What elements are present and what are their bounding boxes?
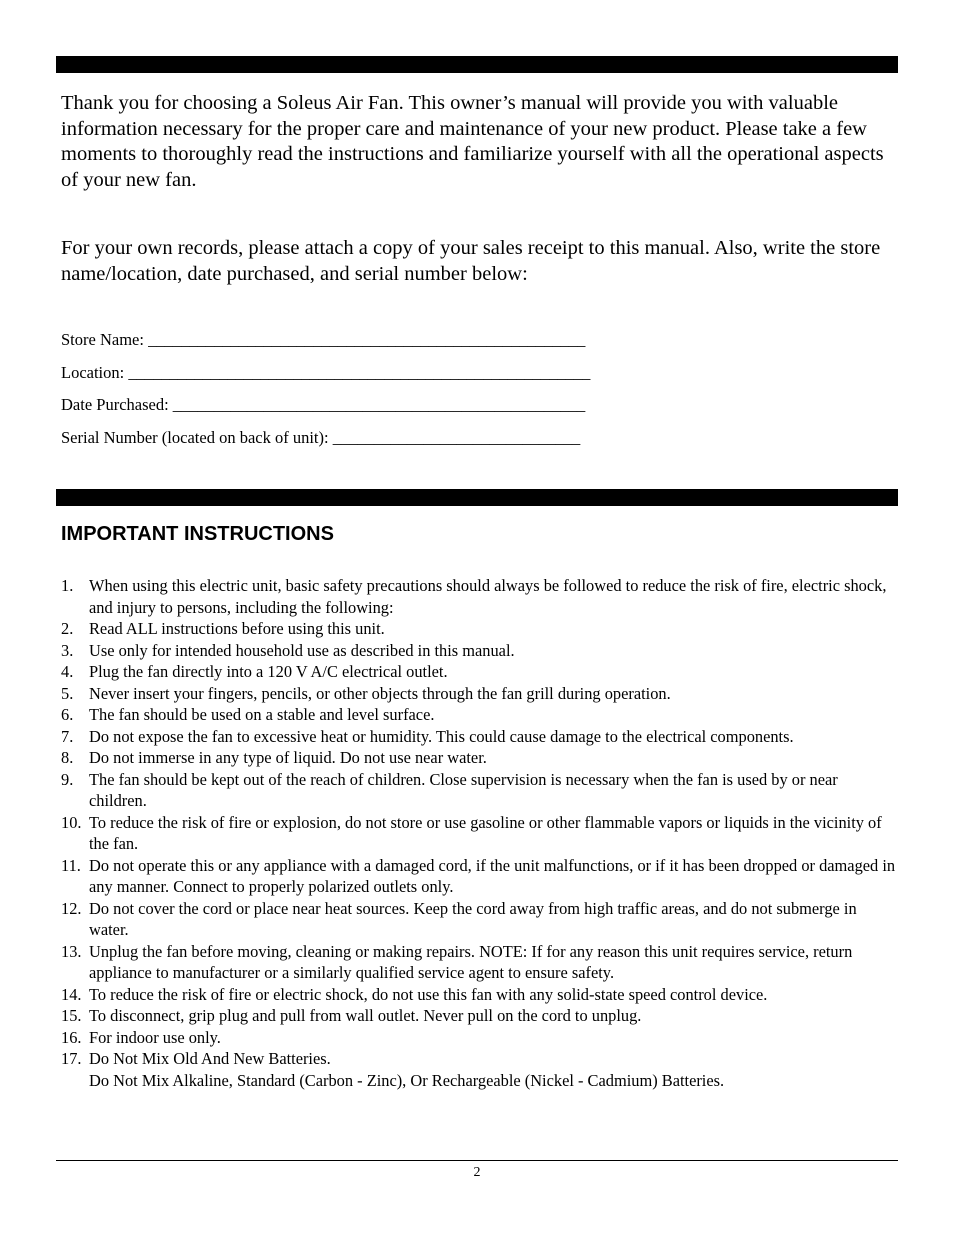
instruction-text: When using this electric unit, basic safety precautions should always be followed to reduce the risk of fire, electric shock, and injury to persons, including the following:	[89, 576, 887, 617]
intro-paragraph: Thank you for choosing a Soleus Air Fan. This owner’s manual will provide you with valuable information necessary for the proper care and maintenance of your new product. Please take a few moments to thoroughly read the instructions and familiarize yourself with all the operational aspects of your new fan.	[61, 92, 884, 191]
record-fields	[61, 330, 681, 460]
field-label: Serial Number (located on back of unit):	[61, 427, 333, 447]
instruction-item	[61, 683, 897, 705]
location-field	[61, 363, 681, 396]
field-blank: _____________________________________________________	[148, 330, 586, 349]
instruction-item	[61, 855, 897, 898]
field-blank: ________________________________________________________	[128, 362, 591, 382]
instruction-number: 11.	[61, 855, 81, 875]
instruction-text: Plug the fan directly into a 120 V A/C electrical outlet.	[89, 662, 448, 681]
instruction-item	[61, 941, 897, 984]
instruction-number: 4.	[61, 662, 74, 681]
instruction-item	[61, 1048, 897, 1091]
field-blank: ______________________________	[332, 427, 581, 447]
instructions-heading: IMPORTANT INSTRUCTIONS	[61, 523, 334, 545]
instruction-number: 14.	[61, 984, 82, 1004]
store-name-field	[61, 330, 681, 363]
instruction-number: 6.	[61, 705, 74, 724]
instruction-text: Do not operate this or any appliance with a damaged cord, if the unit malfunctions, or if it has been dropped or damaged in any manner. Connect to properly polarized outlets only.	[89, 855, 896, 896]
instruction-text: Unplug the fan before moving, cleaning or making repairs. NOTE: If for any reason this unit requires service, return appliance to manufacturer or a similarly qualified service agent to ensure safety.	[89, 941, 853, 982]
date-purchased-field	[61, 395, 681, 428]
instruction-item	[61, 812, 897, 855]
instruction-text: The fan should be kept out of the reach of children. Close supervision is necessary when the fan is used by or near children.	[89, 769, 838, 810]
instruction-item	[61, 898, 897, 941]
instruction-number: 8.	[61, 748, 74, 767]
instruction-item	[61, 769, 897, 812]
field-blank: __________________________________________________	[172, 395, 586, 414]
instruction-text: Do not cover the cord or place near heat sources. Keep the cord away from high traffic areas, and do not submerge in water.	[89, 898, 857, 939]
instruction-text: Do not expose the fan to excessive heat or humidity. This could cause damage to the electrical components.	[89, 726, 794, 746]
top-section-bar	[56, 56, 898, 73]
instruction-number: 2.	[61, 619, 74, 638]
instruction-number: 5.	[61, 683, 74, 703]
instruction-item	[61, 984, 897, 1006]
instruction-number: 9.	[61, 769, 74, 789]
instruction-number: 7.	[61, 726, 74, 746]
field-label: Location:	[61, 362, 129, 382]
instruction-text: The fan should be used on a stable and level surface.	[89, 705, 435, 724]
instruction-number: 10.	[61, 812, 82, 832]
instruction-item	[61, 726, 897, 748]
instruction-item	[61, 575, 897, 618]
instruction-number: 12.	[61, 898, 82, 918]
footer-rule	[56, 1160, 898, 1161]
instruction-number: 1.	[61, 576, 74, 595]
receipt-paragraph: For your own records, please attach a copy of your sales receipt to this manual. Also, write the store name/location, date purchased, and serial number below:	[61, 237, 881, 285]
instruction-item	[61, 640, 897, 662]
page-number: 2	[473, 1165, 481, 1180]
instruction-number: 13.	[61, 941, 82, 961]
instruction-text: To reduce the risk of fire or electric shock, do not use this fan with any solid-state speed control device.	[89, 984, 768, 1004]
instructions-section-bar	[56, 489, 898, 506]
instruction-text: For indoor use only.	[89, 1027, 221, 1047]
instruction-text: Never insert your fingers, pencils, or other objects through the fan grill during operation.	[89, 683, 671, 703]
instruction-item	[61, 704, 897, 726]
field-label: Date Purchased:	[61, 395, 173, 414]
instruction-number: 3.	[61, 640, 74, 660]
instruction-item	[61, 618, 897, 640]
instruction-text: Do Not Mix Old And New Batteries. Do Not Mix Alkaline, Standard (Carbon - Zinc), Or Rechargeable (Nickel - Cadmium) Batteries.	[89, 1049, 725, 1090]
instruction-text: To disconnect, grip plug and pull from wall outlet. Never pull on the cord to unplug.	[89, 1006, 642, 1025]
instruction-item	[61, 1027, 897, 1049]
instruction-number: 16.	[61, 1027, 82, 1047]
instruction-text: To reduce the risk of fire or explosion, do not store or use gasoline or other flammable vapors or liquids in the vicinity of the fan.	[89, 812, 882, 853]
instruction-text: Read ALL instructions before using this unit.	[89, 619, 385, 638]
instruction-number: 17.	[61, 1049, 82, 1068]
instruction-item	[61, 747, 897, 769]
instruction-text: Do not immerse in any type of liquid. Do not use near water.	[89, 748, 487, 767]
instructions-list	[61, 575, 897, 1091]
serial-number-field	[61, 428, 681, 461]
instruction-text: Use only for intended household use as described in this manual.	[89, 640, 515, 660]
field-label: Store Name:	[61, 330, 149, 349]
instruction-item	[61, 661, 897, 683]
instruction-number: 15.	[61, 1006, 82, 1025]
instruction-item	[61, 1005, 897, 1027]
